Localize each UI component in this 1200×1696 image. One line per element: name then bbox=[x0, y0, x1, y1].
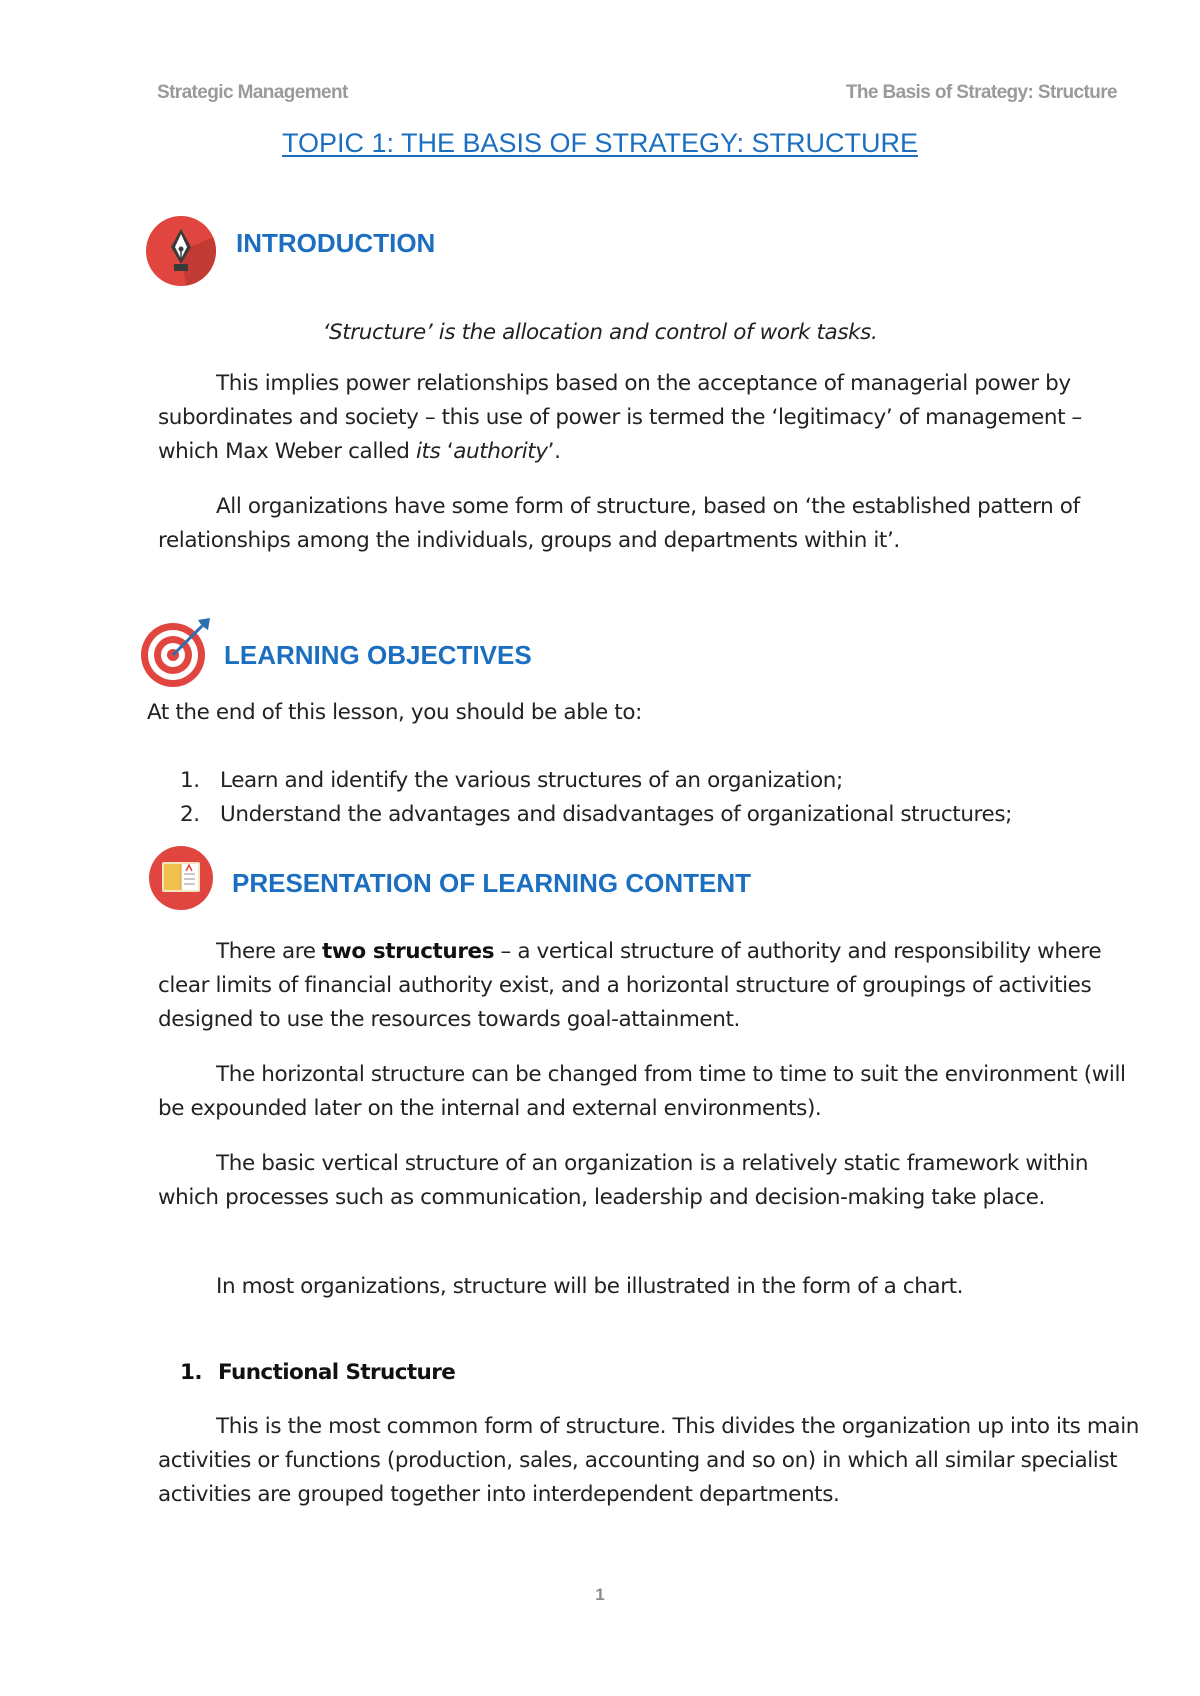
target-icon bbox=[140, 616, 212, 688]
objectives-heading: LEARNING OBJECTIVES bbox=[224, 640, 532, 670]
list-number: 1. bbox=[180, 768, 200, 793]
definition-term: ‘Structure’ bbox=[322, 320, 433, 345]
content-p1-bold: two structures bbox=[322, 939, 495, 964]
list-text: Learn and identify the various structures of an organization; bbox=[220, 768, 843, 793]
intro-p1-authority: authority bbox=[453, 439, 548, 464]
intro-p1-end: ’. bbox=[547, 439, 561, 464]
content-paragraph-4: In most organizations, structure will be illustrated in the form of a chart. bbox=[216, 1274, 964, 1299]
content-paragraph-1 bbox=[158, 935, 1148, 1037]
content-p1-rest: – a vertical structure of authority and responsibility where clear limits of financial authority exist, and a horizontal structure of groupings of activities designed to use the resources towards goal-attainment. bbox=[158, 939, 1102, 1032]
running-header-right: The Basis of Strategy: Structure bbox=[845, 82, 1117, 103]
content-paragraph-3: The basic vertical structure of an organization is a relatively static framework within which processes such as communication, leadership and decision-making take place. bbox=[158, 1151, 1089, 1210]
objectives-lead: At the end of this lesson, you should be able to: bbox=[147, 700, 642, 725]
list-number: 2. bbox=[180, 802, 200, 827]
list-item bbox=[180, 798, 1012, 832]
objectives-list bbox=[180, 764, 1012, 832]
book-icon bbox=[149, 846, 213, 910]
list-text: Understand the advantages and disadvantages of organizational structures; bbox=[220, 802, 1012, 827]
intro-p1-quote: ‘ bbox=[440, 439, 454, 464]
content-heading: PRESENTATION OF LEARNING CONTENT bbox=[232, 868, 752, 898]
content-paragraph-2: The horizontal structure can be changed from time to time to suit the environment (will be expounded later on the internal and external environments). bbox=[158, 1062, 1126, 1121]
pen-nib-icon bbox=[146, 216, 216, 286]
intro-paragraph-1 bbox=[158, 367, 1148, 469]
intro-p1-its: its bbox=[415, 439, 441, 464]
content-p1-text: There are bbox=[216, 939, 323, 964]
intro-paragraph-2: All organizations have some form of structure, based on ‘the established pattern of relationships among the individuals, groups and departments within it’. bbox=[158, 494, 1080, 553]
structure-definition bbox=[0, 316, 1200, 350]
definition-text: is the allocation and control of work tasks. bbox=[432, 320, 878, 345]
subheading-title: Functional Structure bbox=[218, 1360, 456, 1385]
functional-structure-heading bbox=[180, 1360, 455, 1385]
running-header-left: Strategic Management bbox=[157, 82, 348, 103]
intro-p1-text: This implies power relationships based on the acceptance of managerial power by subordinates and society – this use of power is termed the ‘legitimacy’ of management – which Max Weber called bbox=[158, 371, 1082, 464]
content-paragraph-5: This is the most common form of structure. This divides the organization up into its main activities or functions (production, sales, accounting and so on) in which all similar specialist activities are grouped together into interdependent departments. bbox=[158, 1414, 1140, 1507]
subheading-number: 1. bbox=[180, 1360, 202, 1385]
page-number: 1 bbox=[595, 1585, 605, 1604]
list-item bbox=[180, 764, 1012, 798]
introduction-heading: INTRODUCTION bbox=[236, 228, 436, 258]
document-title: TOPIC 1: THE BASIS OF STRATEGY: STRUCTURE bbox=[281, 128, 919, 158]
